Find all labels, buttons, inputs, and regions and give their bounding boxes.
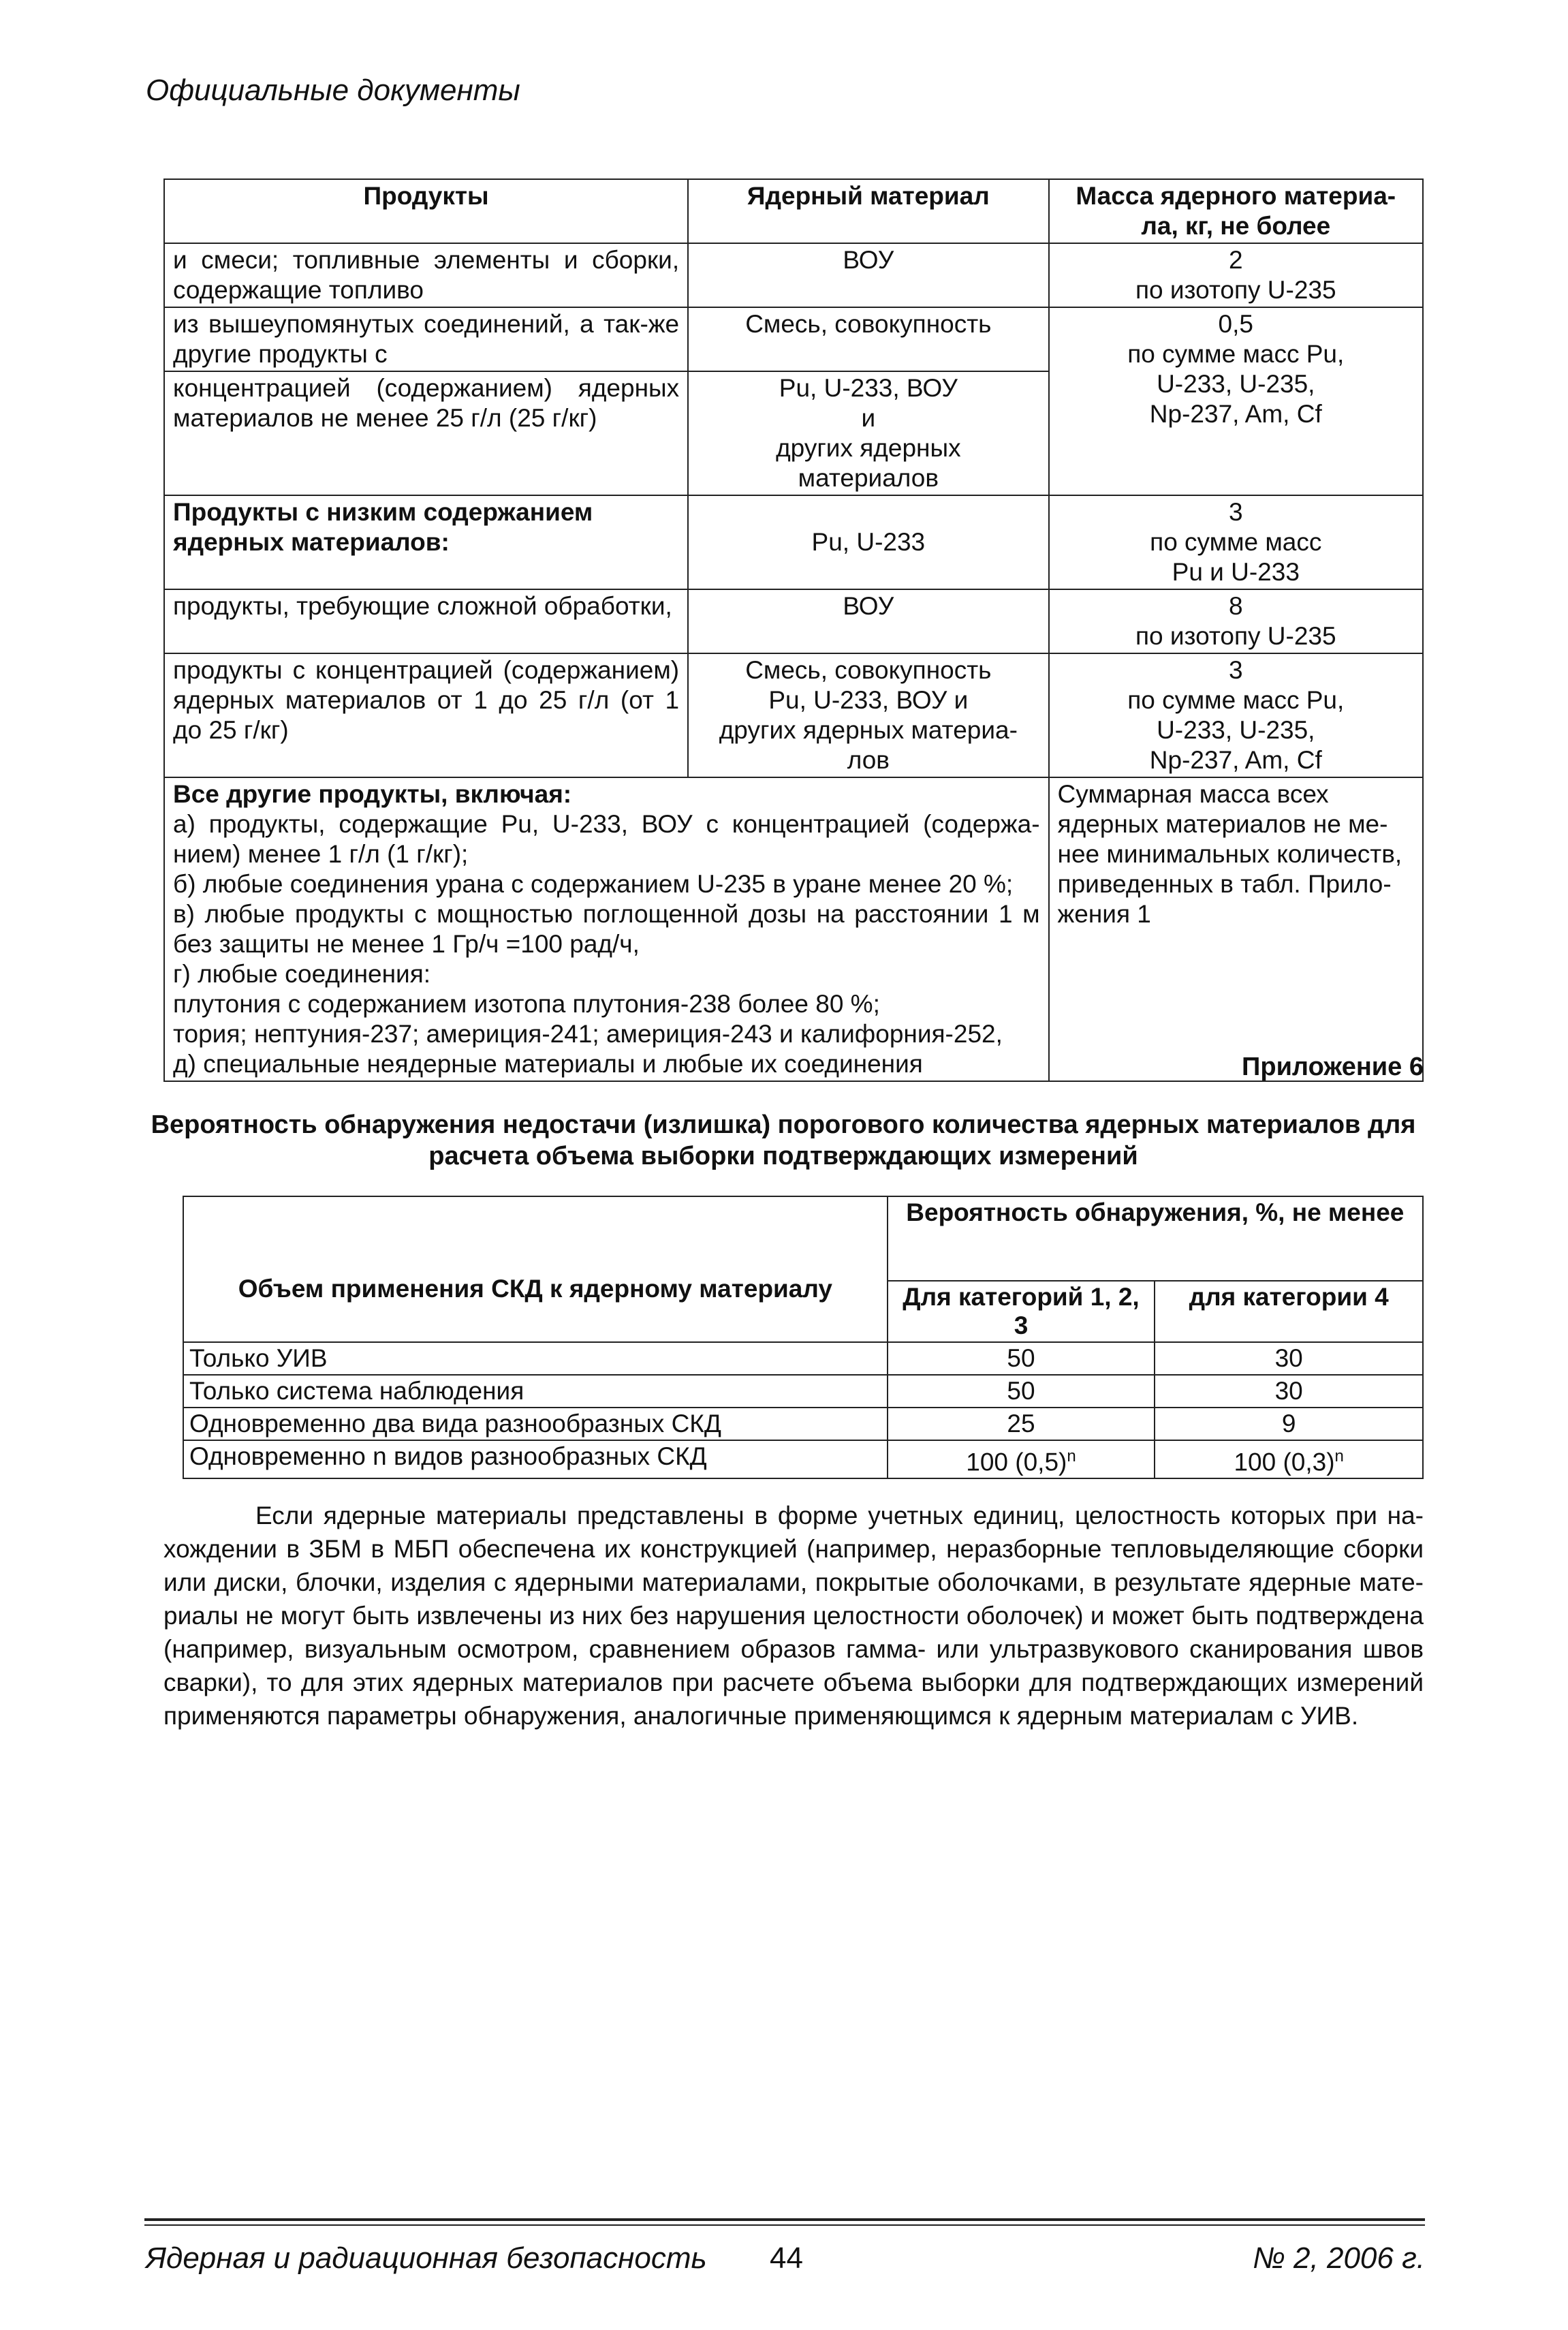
list-item: б) любые соединения урана с содержанием U-235 в уране менее 20 %; [173, 870, 1014, 898]
products-table [163, 178, 1424, 1082]
table-row [164, 777, 1423, 1081]
table-cell: 30 [1155, 1375, 1423, 1408]
table-cell: Продукты с низким содержанием ядерных материалов: [164, 495, 688, 589]
table-cell [888, 1440, 1155, 1478]
row-title: Все другие продукты, включая: [173, 780, 572, 808]
cell-value: 100 (0,5) [966, 1448, 1067, 1476]
table-cell: Смесь, совокупность Pu, U-233, ВОУ и других ядерных материа- лов [688, 653, 1048, 777]
table-header-row [183, 1196, 1423, 1281]
list-item: плутония с содержанием изотопа плутония-238 более 80 %; [173, 990, 880, 1018]
column-header: Масса ядерного материа-ла, кг, не более [1049, 179, 1423, 243]
column-group-header: Вероятность обнаружения, %, не менее [888, 1196, 1423, 1281]
list-item: в) любые продукты с мощностью поглощенной дозы на расстоянии 1 м без защиты не менее 1 Гр/ч =100 рад/ч, [173, 900, 1040, 958]
table-cell: Суммарная масса всех ядерных материалов не ме-нее минимальных количеств, приведенных в табл. Прило-жения 1 [1049, 777, 1423, 1081]
table-cell: 50 [888, 1342, 1155, 1375]
table-cell: продукты, требующие сложной обработки, [164, 589, 688, 653]
list-item: а) продукты, содержащие Pu, U-233, ВОУ с концентрацией (содержа-нием) менее 1 г/л (1 г/кг); [173, 810, 1040, 868]
probability-table [183, 1196, 1424, 1479]
table-row [183, 1342, 1423, 1375]
table-cell: Pu, U-233, ВОУ и других ядерных материалов [688, 371, 1048, 495]
table-row [164, 653, 1423, 777]
table-cell: концентрацией (содержанием) ядерных материалов не менее 25 г/л (25 г/кг) [164, 371, 688, 495]
cell-value: 100 (0,3) [1234, 1448, 1335, 1476]
table-cell: Только система наблюдения [183, 1375, 888, 1408]
table-row [164, 589, 1423, 653]
table-row [164, 495, 1423, 589]
table-header-row [164, 179, 1423, 243]
column-header: для категории 4 [1155, 1281, 1423, 1342]
footer-divider [144, 2224, 1425, 2226]
table-row [164, 307, 1423, 371]
column-header: Ядерный материал [688, 179, 1048, 243]
list-item: г) любые соединения: [173, 960, 431, 988]
superscript: n [1334, 1447, 1344, 1465]
table-row [164, 243, 1423, 307]
table-row [183, 1440, 1423, 1478]
column-header: Для категорий 1, 2, 3 [888, 1281, 1155, 1342]
table-cell [164, 777, 1049, 1081]
footer-issue: № 2, 2006 г. [1253, 2241, 1425, 2275]
table-cell: продукты с концентрацией (содержанием) ядерных материалов от 1 до 25 г/л (от 1 до 25 г/кг) [164, 653, 688, 777]
table-cell: из вышеупомянутых соединений, а так-же другие продукты с [164, 307, 688, 371]
table-cell: Только УИВ [183, 1342, 888, 1375]
body-paragraph: Если ядерные материалы представлены в форме учетных единиц, целостность которых при на-хождении в ЗБМ в МБП обеспечена их конструкцией (например, неразборные тепловыделяющие сборки или диски, блочки, изделия с ядерными материалами, покрытые оболочками, в результате ядерные мате-риалы не могут быть извлечены из них без нарушения целостности оболочек) и может быть подтверждена (например, визуальным осмотром, сравнением образов гамма- или ультразвукового сканирования швов сварки), то для этих ядерных материалов при расчете объема выборки для подтверждающих измерений применяются параметры обнаружения, аналогичные применяющимся к ядерным материалам с УИВ. [163, 1502, 1424, 1730]
table-cell: и смеси; топливные элементы и сборки, содержащие топливо [164, 243, 688, 307]
table-cell: Одновременно два вида разнообразных СКД [183, 1408, 888, 1440]
page-header-title: Официальные документы [146, 74, 520, 107]
column-header: Продукты [164, 179, 688, 243]
table-cell: 3 по сумме масс Pu и U-233 [1049, 495, 1423, 589]
table-cell: 50 [888, 1375, 1155, 1408]
table-cell: Одновременно n видов разнообразных СКД [183, 1440, 888, 1478]
list-item: тория; нептуния-237; америция-241; америция-243 и калифорния-252, [173, 1020, 1003, 1048]
table-cell: Pu, U-233 [688, 495, 1048, 589]
footer-journal: Ядерная и радиационная безопасность [146, 2241, 707, 2275]
table-cell: 2 по изотопу U-235 [1049, 243, 1423, 307]
table-cell: 30 [1155, 1342, 1423, 1375]
table-cell: 8 по изотопу U-235 [1049, 589, 1423, 653]
table-cell [1155, 1440, 1423, 1478]
section-heading: Вероятность обнаружения недостачи (излишка) порогового количества ядерных материалов для расчета объема выборки подтверждающих измерений [151, 1110, 1416, 1170]
column-header: Объем применения СКД к ядерному материалу [183, 1196, 888, 1342]
table-row [183, 1408, 1423, 1440]
table-cell: ВОУ [688, 243, 1048, 307]
page-number: 44 [770, 2241, 803, 2275]
list-item: д) специальные неядерные материалы и любые их соединения [173, 1050, 923, 1078]
table-cell: ВОУ [688, 589, 1048, 653]
table-cell: 3 по сумме масс Pu, U-233, U-235, Np-237, Am, Cf [1049, 653, 1423, 777]
table-cell: Смесь, совокупность [688, 307, 1048, 371]
appendix-label: Приложение 6 [1242, 1053, 1424, 1081]
table-cell: 0,5 по сумме масс Pu, U-233, U-235, Np-237, Am, Cf [1049, 307, 1423, 495]
table-row [183, 1375, 1423, 1408]
table-cell: 25 [888, 1408, 1155, 1440]
table-cell: 9 [1155, 1408, 1423, 1440]
superscript: n [1067, 1447, 1076, 1465]
footer-divider [144, 2218, 1425, 2221]
